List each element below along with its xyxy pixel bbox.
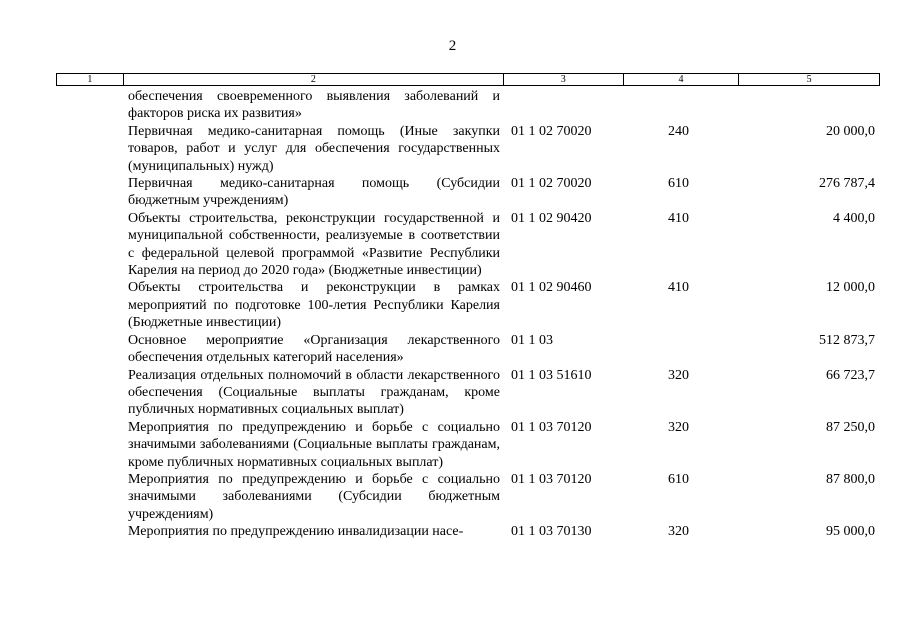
table-row [0, 175, 905, 210]
row-amount: 87 800,0 [826, 471, 875, 487]
row-amount: 66 723,7 [826, 367, 875, 383]
row-expense-type: 240 [668, 123, 689, 139]
row-code: 01 1 02 70020 [511, 176, 592, 192]
page-number: 2 [448, 38, 457, 54]
row-expense-type: 610 [668, 471, 689, 487]
table-row [0, 279, 905, 331]
row-amount: 276 787,4 [819, 176, 875, 192]
table-row [0, 123, 905, 175]
row-expense-type: 320 [668, 419, 689, 435]
row-amount: 95 000,0 [826, 524, 875, 540]
row-name: Объекты строительства и реконструкции в рамках мероприятий по подготовке 100-летия Республики Карелия (Бюджетные инвестиции) [128, 280, 500, 331]
table-row [0, 367, 905, 419]
row-code: 01 1 03 70120 [511, 471, 592, 487]
row-name: обеспечения своевременного выявления заболеваний и факторов риска их развития» [128, 89, 500, 122]
row-expense-type: 410 [668, 280, 689, 296]
row-code: 01 1 03 [511, 332, 553, 348]
row-code: 01 1 02 90460 [511, 280, 592, 296]
row-code: 01 1 03 70120 [511, 419, 592, 435]
column-header-1: 1 [57, 74, 124, 85]
row-code: 01 1 03 51610 [511, 367, 592, 383]
row-expense-type: 610 [668, 176, 689, 192]
table-body [0, 88, 905, 541]
row-expense-type: 410 [668, 210, 689, 226]
table-row [0, 419, 905, 471]
row-amount: 4 400,0 [833, 210, 875, 226]
row-amount: 87 250,0 [826, 419, 875, 435]
row-expense-type: 320 [668, 367, 689, 383]
table-row [0, 332, 905, 367]
row-name: Мероприятия по предупреждению и борьбе с социально значимыми заболеваниями (Субсидии бюджетным учреждениям) [128, 471, 500, 522]
table-row [0, 210, 905, 280]
row-code: 01 1 02 70020 [511, 123, 592, 139]
column-header-5: 5 [806, 74, 812, 85]
table-row [0, 471, 905, 523]
row-name: Мероприятия по предупреждению и борьбе с социально значимыми заболеваниями (Социальные выплаты гражданам, кроме публичных нормативных социальных выплат) [128, 419, 500, 470]
row-name: Реализация отдельных полномочий в области лекарственного обеспечения (Социальные выплаты гражданам, кроме публичных нормативных социальных выплат) [128, 367, 500, 418]
row-name: Объекты строительства, реконструкции государственной и муниципальной собственности, реализуемые в соответствии с федеральной целевой программой «Развитие Республики Карелия на период до 2020 года» (Бюджетные инвестиции) [128, 210, 500, 279]
column-header-2: 2 [124, 74, 504, 85]
column-header-3: 3 [504, 74, 624, 85]
row-expense-type: 320 [668, 524, 689, 540]
row-name: Первичная медико-санитарная помощь (Субсидии бюджетным учреждениям) [128, 176, 500, 209]
row-code: 01 1 02 90420 [511, 210, 592, 226]
row-name: Первичная медико-санитарная помощь (Иные закупки товаров, работ и услуг для обеспечения государственных (муниципальных) нужд) [128, 123, 500, 174]
row-name: Мероприятия по предупреждению инвалидизации насе- [128, 524, 464, 540]
row-amount: 20 000,0 [826, 123, 875, 139]
row-code: 01 1 03 70130 [511, 524, 592, 540]
row-amount: 512 873,7 [819, 332, 875, 348]
table-row [0, 88, 905, 123]
column-header-4: 4 [624, 74, 740, 85]
table-row [0, 523, 905, 540]
row-name: Основное мероприятие «Организация лекарственного обеспечения отдельных категорий населения» [128, 332, 500, 366]
row-amount: 12 000,0 [826, 280, 875, 296]
table-header [56, 73, 880, 86]
